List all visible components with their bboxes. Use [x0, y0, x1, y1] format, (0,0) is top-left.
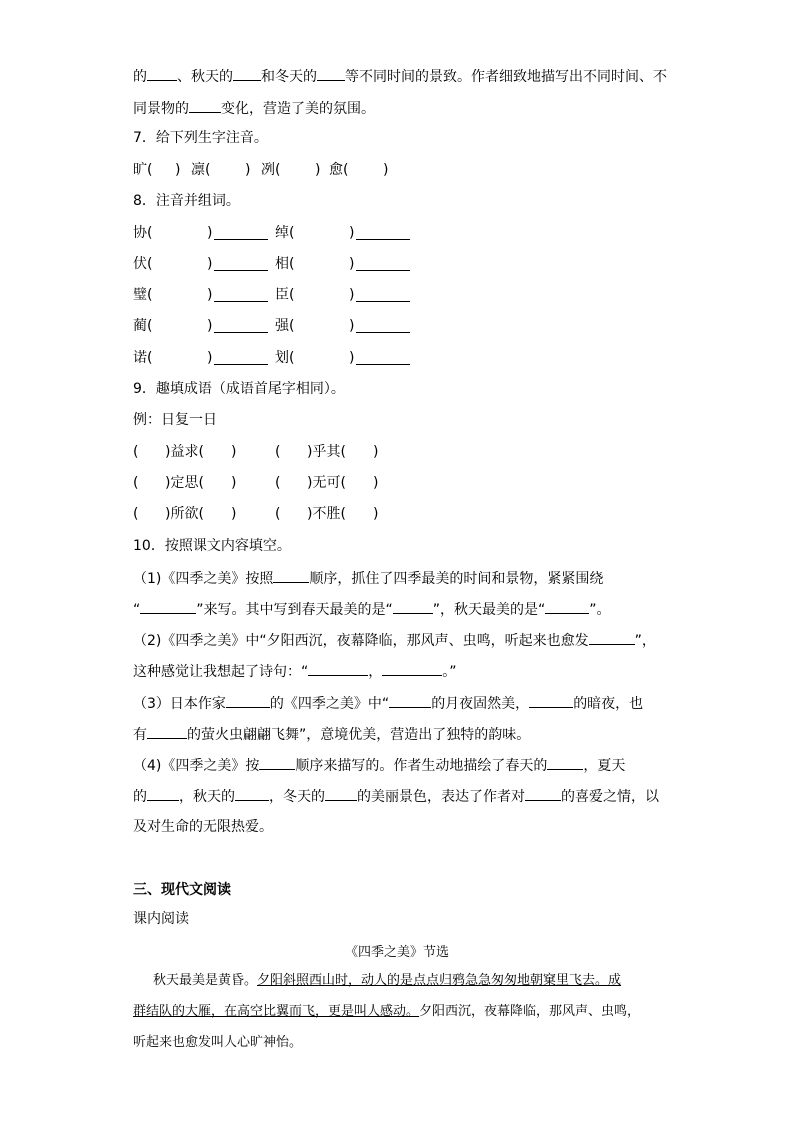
- idiom-text: )定思(: [165, 475, 204, 491]
- q10-text: 及对生命的无限热爱。: [133, 819, 273, 835]
- answer-blank[interactable]: [356, 332, 410, 333]
- paren: ): [231, 475, 237, 491]
- q7-title: 7．给下列生字注音。: [133, 130, 268, 146]
- paren: ): [231, 444, 237, 460]
- q10-text: 的《四季之美》中“: [269, 696, 390, 712]
- answer-blank[interactable]: [147, 66, 177, 81]
- q10-text: 这种感觉让我想起了诗句：“: [133, 664, 309, 680]
- q8-title: 8．注音并组词。: [133, 193, 240, 209]
- answer-blank[interactable]: [545, 599, 589, 614]
- answer-blank[interactable]: [356, 239, 410, 240]
- q9-example: 例：日复一日: [133, 412, 217, 428]
- answer-blank[interactable]: [589, 630, 635, 645]
- q10-text: ，夏天: [583, 758, 626, 774]
- q10-text: 的暗夜，也: [573, 696, 644, 712]
- q10-title: 10．按照课文内容填空。: [133, 538, 291, 554]
- q7-char: 旷(: [133, 162, 153, 178]
- q10-text: （1)《四季之美》按照: [133, 571, 274, 587]
- q6-line-1: [133, 66, 667, 86]
- q10-text: （4)《四季之美》按: [133, 758, 260, 774]
- paren: (: [275, 444, 281, 460]
- q10-part4-line1: [133, 755, 625, 775]
- answer-blank[interactable]: [147, 724, 187, 739]
- paren: ): [373, 475, 379, 491]
- q10-text: 的美丽景色，表达了作者对: [357, 789, 525, 805]
- answer-blank[interactable]: [529, 693, 573, 708]
- idiom-text: )所欲(: [165, 506, 204, 522]
- paren: (: [275, 475, 281, 491]
- answer-blank[interactable]: [308, 661, 368, 676]
- q10-text: 的萤火虫翩翩飞舞”，意境优美，营造出了独特的韵味。: [187, 727, 531, 743]
- answer-blank[interactable]: [393, 599, 433, 614]
- q10-text: 的: [133, 789, 147, 805]
- answer-blank[interactable]: [226, 693, 270, 708]
- passage-text: 夕阳西沉，夜幕降临，那风声、虫鸣，: [419, 1004, 641, 1019]
- paren: (: [133, 444, 139, 460]
- q8-paren: ): [207, 318, 213, 334]
- q10-text: ”，: [634, 633, 656, 649]
- q8-paren: ): [349, 318, 355, 334]
- paren: (: [133, 506, 139, 522]
- q8-char: 强(: [275, 318, 295, 334]
- q8-char: 璧(: [133, 287, 153, 303]
- q10-text: ，: [368, 664, 383, 680]
- q10-part2-line1: [133, 630, 656, 650]
- q6-text: 的: [133, 69, 147, 85]
- q10-part3-line1: [133, 693, 643, 713]
- q8-char: 诺(: [133, 350, 153, 366]
- q7-paren: ): [245, 162, 251, 178]
- answer-blank[interactable]: [147, 786, 179, 801]
- q7-char: 冽(: [261, 162, 281, 178]
- q10-part4-line2: [133, 786, 659, 806]
- idiom-text: )乎其(: [307, 444, 346, 460]
- answer-blank[interactable]: [389, 693, 431, 708]
- q8-char: 绰(: [275, 225, 295, 241]
- q10-part1-line1: [133, 568, 603, 588]
- q10-part3-line2: [133, 724, 530, 744]
- q10-text: 有: [133, 727, 147, 743]
- q7-paren: ): [175, 162, 181, 178]
- passage-body: [133, 965, 661, 1058]
- q6-text: 变化，营造了美的氛围。: [221, 101, 375, 117]
- q10-text: 顺序来描写的。作者生动地描绘了春天的: [295, 758, 548, 774]
- q8-paren: ): [349, 225, 355, 241]
- q8-paren: ): [207, 225, 213, 241]
- q10-text: ，秋天的: [179, 789, 235, 805]
- q7-paren: ): [383, 162, 389, 178]
- q8-char: 相(: [275, 256, 295, 272]
- paren: ): [373, 444, 379, 460]
- answer-blank[interactable]: [214, 364, 268, 365]
- section-subheading: 课内阅读: [133, 911, 189, 927]
- passage-underlined-text: 夕阳斜照西山时，动人的是点点归鸦急急匆匆地朝窠里飞去。成: [257, 973, 622, 988]
- q6-line-2: [133, 98, 375, 118]
- paren: ): [231, 506, 237, 522]
- answer-blank[interactable]: [189, 98, 221, 113]
- q6-text: 等不同时间的景致。作者细致地描写出不同时间、不: [345, 69, 667, 85]
- q10-text: 的月夜固然美，: [431, 696, 530, 712]
- q8-char: 蔺(: [133, 318, 153, 334]
- q10-text: ，冬天的: [269, 789, 325, 805]
- q8-char: 臣(: [275, 287, 295, 303]
- passage-text: 秋天最美是黄昏。: [153, 973, 258, 988]
- q10-text: ”来写。其中写到春天最美的是“: [196, 602, 393, 618]
- answer-blank[interactable]: [525, 786, 561, 801]
- q8-char: 协(: [133, 225, 153, 241]
- q7-char: 愈(: [329, 162, 349, 178]
- answer-blank[interactable]: [214, 301, 268, 302]
- q8-paren: ): [349, 350, 355, 366]
- answer-blank[interactable]: [214, 332, 268, 333]
- answer-blank[interactable]: [235, 786, 269, 801]
- q10-text: ”。: [589, 602, 611, 618]
- answer-blank[interactable]: [259, 755, 295, 770]
- q10-text: （3）日本作家: [133, 696, 226, 712]
- q7-char: 凛(: [191, 162, 211, 178]
- paren: (: [133, 475, 139, 491]
- q10-part2-line2: [133, 661, 457, 681]
- answer-blank[interactable]: [356, 301, 410, 302]
- passage-line: 听起来也愈发叫人心旷神怡。: [133, 1035, 303, 1050]
- paren: (: [275, 506, 281, 522]
- q8-paren: ): [349, 256, 355, 272]
- q8-char: 划(: [275, 350, 295, 366]
- q6-text: 、秋天的: [177, 69, 233, 85]
- answer-blank[interactable]: [356, 364, 410, 365]
- answer-blank[interactable]: [214, 270, 268, 271]
- idiom-text: )不胜(: [307, 506, 346, 522]
- q8-paren: ): [207, 350, 213, 366]
- q6-text: 同景物的: [133, 101, 189, 117]
- q10-part1-line2: [133, 599, 611, 619]
- answer-blank[interactable]: [356, 270, 410, 271]
- idiom-text: )益求(: [165, 444, 204, 460]
- answer-blank[interactable]: [547, 755, 583, 770]
- paren: ): [373, 506, 379, 522]
- answer-blank[interactable]: [317, 66, 345, 81]
- answer-blank[interactable]: [214, 239, 268, 240]
- q10-text: 。”: [442, 664, 457, 680]
- passage-line: [133, 996, 661, 1027]
- answer-blank[interactable]: [233, 66, 261, 81]
- q10-text: （2)《四季之美》中“夕阳西沉，夜幕降临，那风声、虫鸣，听起来也愈发: [133, 633, 589, 649]
- q10-text: “: [133, 602, 141, 618]
- q10-text: 的喜爱之情，以: [561, 789, 659, 805]
- answer-blank[interactable]: [325, 786, 357, 801]
- q10-part4-line3: [133, 818, 273, 836]
- q8-char: 伏(: [133, 256, 153, 272]
- q10-text: 顺序，抓住了四季最美的时间和景物，紧紧围绕: [309, 571, 604, 587]
- q8-paren: ): [207, 256, 213, 272]
- answer-blank[interactable]: [382, 661, 442, 676]
- q8-paren: ): [207, 287, 213, 303]
- answer-blank[interactable]: [273, 568, 309, 583]
- q8-paren: ): [349, 287, 355, 303]
- q10-text: ”，秋天最美的是“: [432, 602, 546, 618]
- section-heading: 三、现代文阅读: [133, 882, 231, 898]
- q6-text: 和冬天的: [261, 69, 317, 85]
- passage-line: [133, 965, 661, 996]
- passage-underlined-text: 群结队的大雁，在高空比翼而飞，更是叫人感动。: [133, 1004, 420, 1019]
- idiom-text: )无可(: [307, 475, 346, 491]
- q9-title: 9．趣填成语（成语首尾字相同）。: [133, 381, 345, 397]
- q7-paren: ): [315, 162, 321, 178]
- answer-blank[interactable]: [140, 599, 196, 614]
- passage-title: 《四季之美》节选: [344, 945, 449, 960]
